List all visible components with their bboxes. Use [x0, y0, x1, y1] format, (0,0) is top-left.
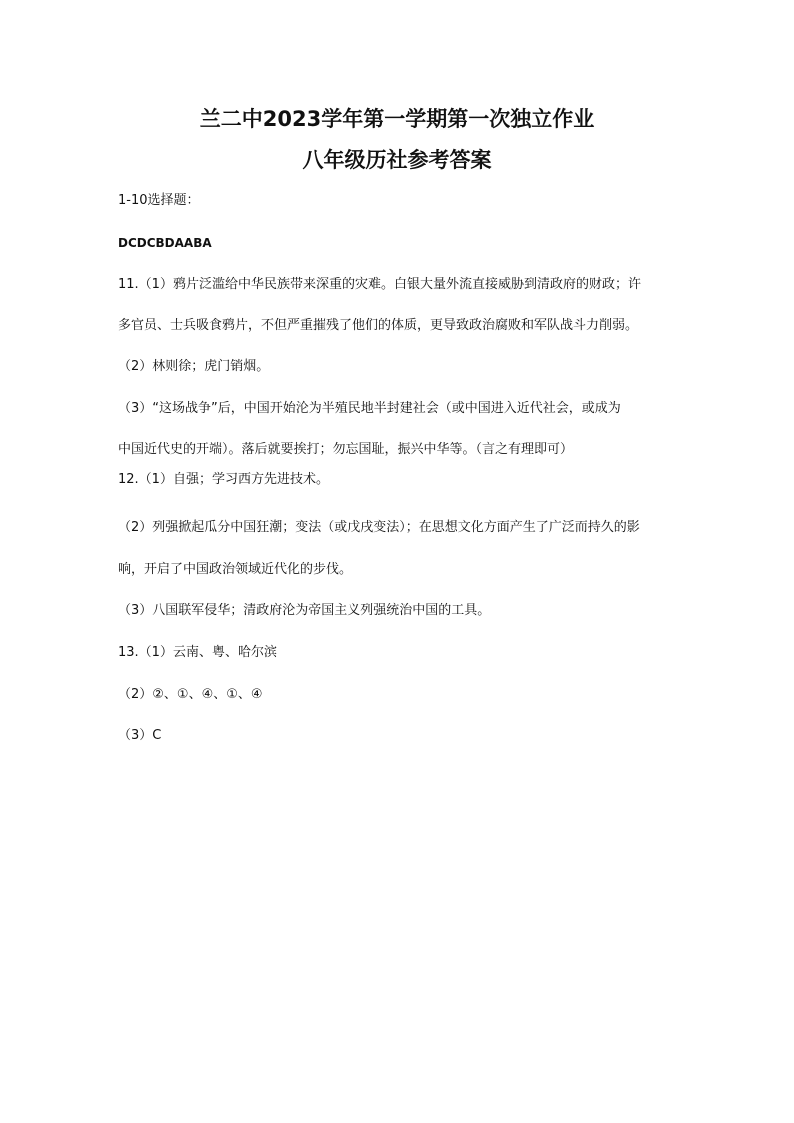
q11-part1-line2: 多官员、士兵吸食鸦片，不但严重摧残了他们的体质，更导致政治腐败和军队战斗力削弱。 [118, 318, 639, 333]
q12-part2-line1: （2）列强掀起瓜分中国狂潮；变法（或戊戌变法）；在思想文化方面产生了广泛而持久的影 [118, 520, 640, 535]
document-subtitle: 八年级历社参考答案 [302, 148, 492, 172]
choice-answers: DCDCBDAABA [118, 236, 212, 250]
document-title: 兰二中2023学年第一学期第一次独立作业 [199, 107, 595, 131]
q12-part2-line2: 响，开启了中国政治领域近代化的步伐。 [118, 562, 353, 577]
q13-part2: （2）②、①、④、①、④ [118, 687, 263, 702]
q11-part3-line1: （3）“这场战争”后，中国开始沦为半殖民地半封建社会（或中国进入近代社会，或成为 [118, 401, 621, 416]
q11-part1-line1: 11.（1）鸦片泛滥给中华民族带来深重的灾难。白银大量外流直接威胁到清政府的财政；许 [118, 277, 641, 292]
q11-part3-line2: 中国近代史的开端）。落后就要挨打；勿忘国耻，振兴中华等。（言之有理即可） [118, 442, 574, 457]
q13-part3: （3）C [118, 728, 162, 743]
q11-part2: （2）林则徐；虎门销烟。 [118, 359, 270, 374]
q12-part3: （3）八国联军侵华；清政府沦为帝国主义列强统治中国的工具。 [118, 603, 491, 618]
q12-part1: 12.（1）自强；学习西方先进技术。 [118, 472, 329, 487]
choice-question-header: 1-10选择题： [118, 193, 200, 208]
q13-part1: 13.（1）云南、粤、哈尔滨 [118, 645, 277, 660]
